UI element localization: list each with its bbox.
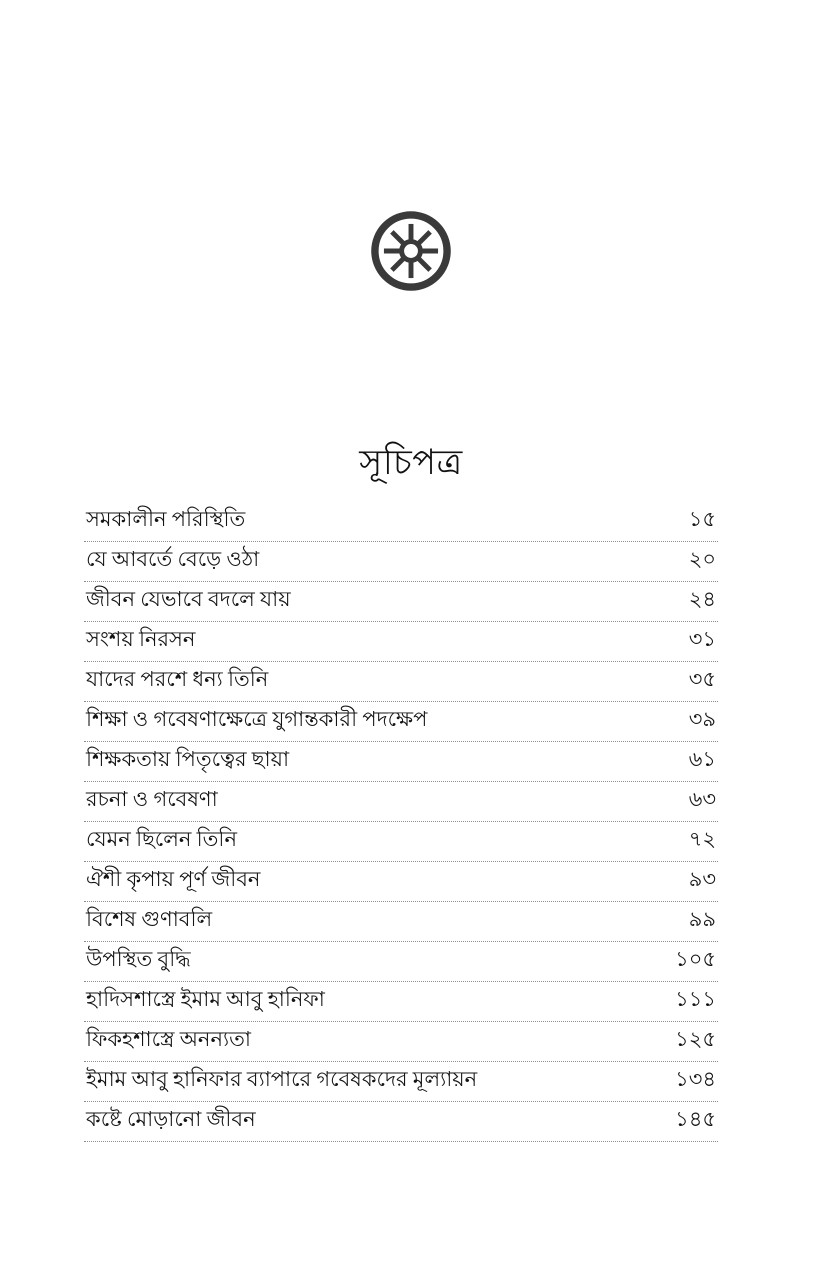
table-row[interactable]: [84, 742, 718, 782]
toc-entry-title: ইমাম আবু হানিফার ব্যাপারে গবেষকদের মূল্যায়ন: [86, 1067, 478, 1091]
toc-entry-title: সমকালীন পরিস্থিতি: [86, 507, 246, 531]
toc-entry-page: ৩১: [688, 627, 716, 651]
table-row[interactable]: [84, 582, 718, 622]
table-row[interactable]: [84, 982, 718, 1022]
toc-entry-title: রচনা ও গবেষণা: [86, 787, 218, 811]
toc-entry-title: জীবন যেভাবে বদলে যায়: [86, 587, 291, 611]
table-row[interactable]: [84, 1022, 718, 1062]
toc-entry-page: ১০৫: [675, 947, 716, 971]
table-row[interactable]: [84, 662, 718, 702]
table-row[interactable]: [84, 822, 718, 862]
toc-entry-page: ৩৯: [688, 707, 716, 731]
toc-entry-title: উপস্থিত বুদ্ধি: [86, 947, 191, 971]
table-row[interactable]: [84, 702, 718, 742]
toc-entry-page: ৭২: [688, 827, 716, 851]
table-row[interactable]: [84, 942, 718, 982]
toc-entry-page: ৬৩: [688, 787, 716, 811]
toc-entry-title: ঐশী কৃপায় পূর্ণ জীবন: [86, 867, 261, 891]
table-row[interactable]: [84, 622, 718, 662]
toc-entry-page: ৯৩: [688, 867, 716, 891]
table-row[interactable]: [84, 1062, 718, 1102]
toc-entry-title: যে আবর্তে বেড়ে ওঠা: [86, 547, 260, 571]
table-row[interactable]: [84, 902, 718, 942]
toc-entry-page: ৯৯: [688, 907, 716, 931]
toc-entry-page: ১২৫: [675, 1027, 716, 1051]
table-row[interactable]: [84, 542, 718, 582]
ornament-block: [0, 210, 822, 292]
table-of-contents: [84, 502, 718, 1142]
toc-entry-title: শিক্ষকতায় পিতৃত্বের ছায়া: [86, 747, 290, 771]
toc-entry-page: ৩৫: [688, 667, 716, 691]
toc-entry-title: শিক্ষা ও গবেষণাক্ষেত্রে যুগান্তকারী পদক্ষেপ: [86, 707, 428, 731]
toc-entry-page: ১১১: [675, 987, 716, 1011]
toc-entry-title: ফিকহশাস্ত্রে অনন্যতা: [86, 1027, 251, 1051]
table-row[interactable]: [84, 782, 718, 822]
toc-entry-page: ২০: [688, 547, 716, 571]
rosette-wheel-ornament: [370, 210, 452, 292]
toc-entry-page: ১৫: [688, 507, 716, 531]
toc-entry-title: হাদিসশাস্ত্রে ইমাম আবু হানিফা: [86, 987, 325, 1011]
toc-entry-title: কষ্টে মোড়ানো জীবন: [86, 1107, 256, 1131]
toc-entry-title: বিশেষ গুণাবলি: [86, 907, 213, 931]
table-row[interactable]: [84, 502, 718, 542]
table-row[interactable]: [84, 862, 718, 902]
table-row[interactable]: [84, 1102, 718, 1142]
toc-entry-title: সংশয় নিরসন: [86, 627, 196, 651]
toc-entry-page: ৬১: [688, 747, 716, 771]
toc-entry-page: ১৪৫: [675, 1107, 716, 1131]
toc-entry-page: ২৪: [688, 587, 716, 611]
page-title: সূচিপত্র: [359, 443, 463, 483]
toc-entry-title: যেমন ছিলেন তিনি: [86, 827, 237, 851]
toc-entry-page: ১৩৪: [675, 1067, 716, 1091]
toc-entry-title: যাদের পরশে ধন্য তিনি: [86, 667, 269, 691]
